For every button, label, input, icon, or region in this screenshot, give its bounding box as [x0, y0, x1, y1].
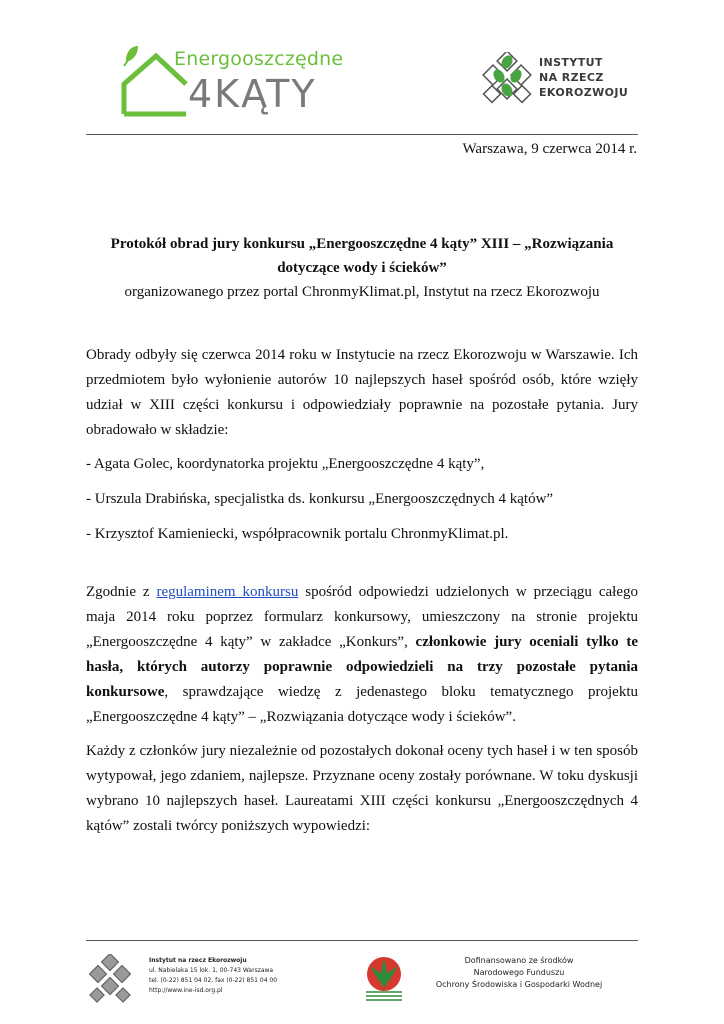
- title-line-1: Protokół obrad jury konkursu „Energooszczędne 4 kąty” XIII – „Rozwiązania: [110, 236, 614, 252]
- header-divider: [86, 134, 638, 135]
- regulations-link[interactable]: regulaminem konkursu: [156, 584, 299, 600]
- footer-url[interactable]: http://www.ine-isd.org.pl: [149, 987, 223, 994]
- brand-big-text: 4KĄTY: [188, 72, 317, 116]
- title-subtitle: organizowanego przez portal ChronmyKlimat.pl, Instytut na rzecz Ekorozwoju: [124, 284, 600, 300]
- footer-divider: [86, 940, 638, 941]
- brand-top-text: Energooszczędne: [174, 48, 344, 70]
- institute-name: INSTYTUT NA RZECZ EKOROZWOJU: [539, 56, 629, 99]
- institute-logo: [482, 52, 632, 108]
- bold-criteria: członkowie jury oceniali tylko te hasła, których autorzy poprawnie odpowiedzieli na trzy pozostałe pytania konkursowe: [86, 634, 638, 700]
- jury-list: [86, 452, 638, 557]
- list-item: - Krzysztof Kamieniecki, współpracownik portalu ChronmyKlimat.pl.: [86, 526, 509, 542]
- institute-leaves-icon: [482, 52, 534, 108]
- list-item: - Urszula Drabińska, specjalistka ds. konkursu „Energooszczędnych 4 kątów”: [86, 491, 554, 507]
- nfosigw-logo-icon: [360, 954, 408, 1006]
- footer-institute-icon: [88, 954, 134, 1004]
- footer-funding-note: Dofinansowano ze środków Narodowego Funduszu Ochrony Środowiska i Gospodarki Wodnej: [435, 956, 603, 989]
- title-line-2: dotyczące wody i ścieków”: [277, 260, 447, 276]
- paragraph-rules: Zgodnie z regulaminem konkursu spośród odpowiedzi udzielonych w przeciągu całego maja 2014 roku poprzez formularz konkursowy, umieszczony na stronie projektu „Energooszczędne 4 kąty” w zakładce „Konkurs”, członkowie jury oceniali tylko te hasła, których autorzy poprawnie odpowiedzieli na trzy pozostałe pytania konkursowe, sprawdzające wiedzę z jedenastego bloku tematycznego projektu „Energooszczędne 4 kąty” – „Rozwiązania dotyczące wody i ścieków”.: [86, 584, 638, 725]
- footer-institute-info: Instytut na rzecz Ekorozwoju ul. Nabielaka 15 lok. 1, 00-743 Warszawa tel. (0-22) 851 04 02, fax (0-22) 851 04 00 http://www.ine-isd.org.pl: [149, 957, 278, 994]
- document-title: [86, 232, 638, 304]
- paragraph-results: Każdy z członków jury niezależnie od pozostałych dokonał oceny tych haseł i w ten sposób wytypował, jego zdaniem, najlepsze. Przyznane oceny zostały porównane. W toku dyskusji wybrano 10 najlepszych haseł. Laureatami XIII części konkursu „Energooszczędnych 4 kątów” zostali twórcy poniższych wypowiedzi:: [86, 743, 638, 834]
- list-item: - Agata Golec, koordynatorka projektu „Energooszczędne 4 kąty”,: [86, 456, 485, 472]
- document-date: Warszawa, 9 czerwca 2014 r.: [462, 141, 637, 157]
- paragraph-intro: Obrady odbyły się czerwca 2014 roku w Instytucie na rzecz Ekorozwoju w Warszawie. Ich przedmiotem było wyłonienie autorów 10 najlepszych haseł spośród osób, które wzięły udział w XIII części konkursu i odpowiedziały poprawnie na pozostałe pytania. Jury obradowało w składzie:: [86, 347, 638, 438]
- energooszczedne-logo: [116, 44, 344, 120]
